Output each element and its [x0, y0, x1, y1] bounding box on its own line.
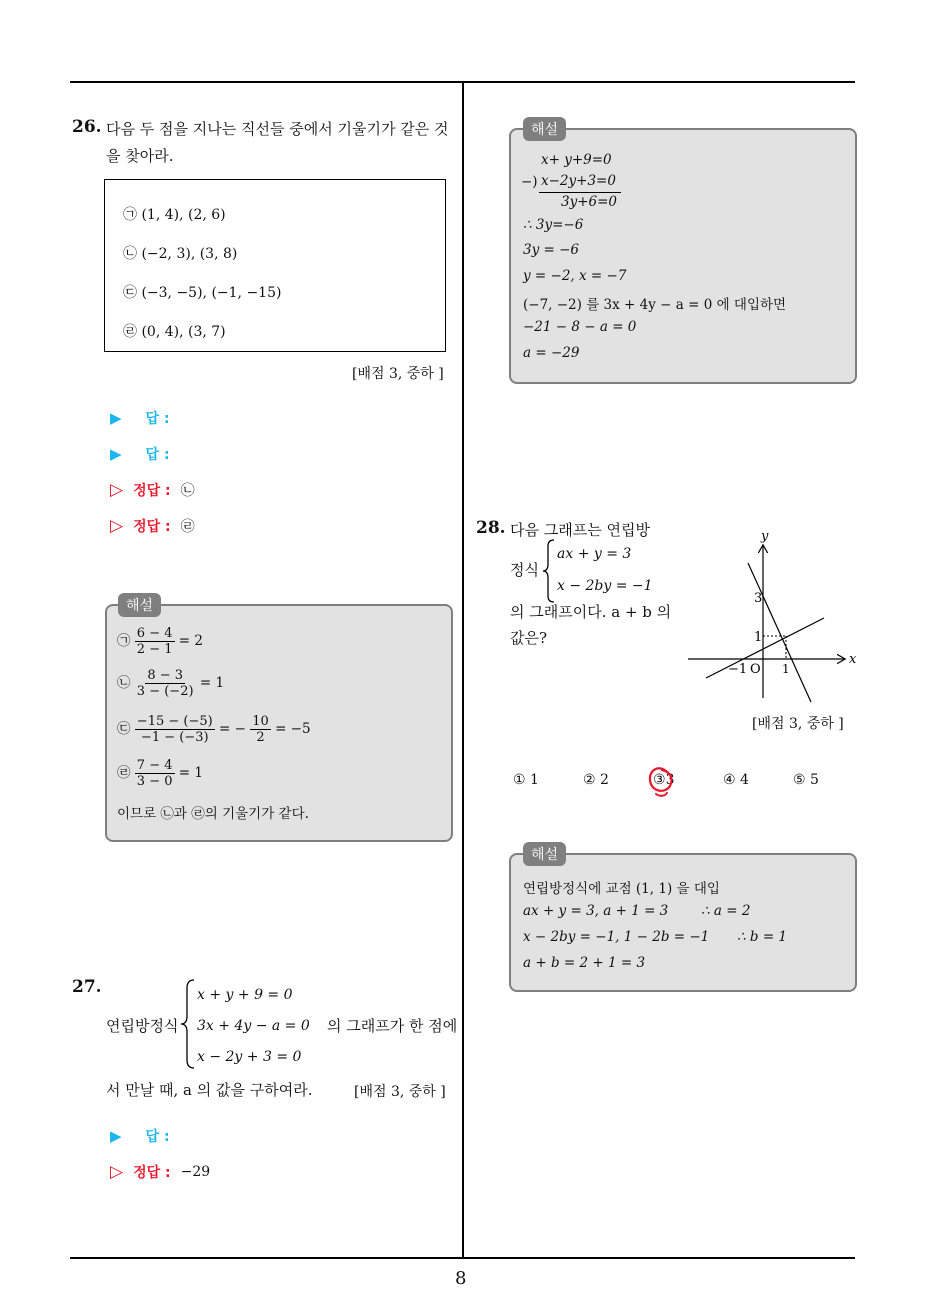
q28-option-1[interactable]: ① 1	[513, 772, 539, 788]
selected-circle-icon	[647, 764, 675, 800]
answer-label: 답 :	[145, 411, 170, 427]
q28-sol-s3: x − 2by = −1, 1 − 2b = −1	[523, 929, 710, 945]
q26-sol-line4: ㉣ $\frac{7 - 4}{3 - 0}$ = 1	[117, 758, 203, 789]
q28-sol-s4: a + b = 2 + 1 = 3	[523, 955, 646, 971]
q27-sol-s4: ∴ 3y=−6	[523, 217, 584, 233]
q28-eq1: ax + y = 3	[557, 546, 632, 562]
q26-sol-line3: ㉢ $\frac{-15 - (-5)}{-1 - (-3)}$ = − $\frac{10}{2}$ = −5	[117, 714, 311, 745]
q27-eq1: x + y + 9 = 0	[197, 987, 293, 1003]
q28-sol-s3b: ∴ b = 1	[737, 929, 788, 945]
correct-label: 정답 :	[133, 519, 171, 535]
q26-text-line2: 을 찾아라.	[106, 147, 174, 165]
x-axis-label: x	[849, 652, 857, 667]
q26-solution-box	[105, 604, 453, 842]
column-divider	[462, 81, 464, 1259]
correct-value: −29	[180, 1164, 211, 1180]
q26-choice-3: ㉢ (−3, −5), (−1, −15)	[123, 285, 282, 301]
tick-1-x: 1	[782, 662, 790, 676]
q28-option-4[interactable]: ④ 4	[723, 772, 749, 788]
q27-eq3: x − 2y + 3 = 0	[197, 1049, 302, 1065]
q28-text-b: 정식	[510, 561, 539, 579]
play-triangle-icon: ▶	[110, 409, 122, 427]
q28-brace	[542, 538, 556, 604]
q27-sol-s6: y = −2, x = −7	[523, 268, 627, 284]
q27-sol-rule	[539, 192, 621, 193]
q27-prefix: 연립방정식	[106, 1017, 179, 1035]
q27-solution-box	[509, 128, 857, 384]
q28-points: [배점 3, 중하 ]	[752, 716, 844, 732]
q27-sol-s1: x+ y+9=0	[541, 152, 612, 168]
y-axis-label: y	[761, 529, 769, 544]
q27-correct-line	[110, 1162, 210, 1182]
q27-answer-line[interactable]	[110, 1126, 170, 1146]
q28-graph	[684, 526, 864, 706]
q28-sol-s2b: ∴ a = 2	[701, 903, 751, 919]
tick-minus-1: −1	[728, 662, 748, 677]
q27-points: [배점 3, 중하 ]	[354, 1084, 446, 1100]
correct-label: 정답 :	[133, 1165, 171, 1181]
tick-1-y: 1	[754, 630, 763, 645]
q26-choice-4: ㉣ (0, 4), (3, 7)	[123, 324, 226, 340]
q27-sol-s5: 3y = −6	[523, 242, 580, 258]
q27-solution-tag: 해설	[523, 117, 566, 141]
q27-sol-s2: x−2y+3=0	[541, 173, 616, 189]
page-number: 8	[455, 1268, 467, 1289]
q28-solution-box	[509, 853, 857, 992]
play-triangle-icon: ▶	[110, 1127, 122, 1145]
bottom-rule	[70, 1257, 855, 1259]
q27-suffix: 의 그래프가 한 점에	[327, 1017, 458, 1035]
tick-3: 3	[754, 591, 763, 606]
q28-option-3[interactable]: ③3	[653, 772, 675, 788]
answer-label: 답 :	[145, 447, 170, 463]
q26-correct-line-2	[110, 516, 195, 536]
q26-sol-conclusion: 이므로 ㉡과 ㉣의 기울기가 같다.	[117, 806, 309, 822]
q27-eq2: 3x + 4y − a = 0	[197, 1018, 310, 1034]
q28-sol-s1: 연립방정식에 교점 (1, 1) 을 대입	[523, 881, 720, 897]
q28-text-d: 값은?	[510, 629, 548, 647]
q26-choice-2: ㉡ (−2, 3), (3, 8)	[123, 246, 238, 262]
answer-label: 답 :	[145, 1129, 170, 1145]
q26-sol-line2: ㉡ $\frac{8 - 3}{3 - (-2)}$ = 1	[117, 668, 225, 699]
line-x-minus-2by	[706, 618, 824, 678]
q28-sol-s2: ax + y = 3, a + 1 = 3	[523, 903, 669, 919]
play-triangle-icon: ▶	[110, 445, 122, 463]
q26-choice-1: ㉠ (1, 4), (2, 6)	[123, 207, 226, 223]
q27-text-line2: 서 만날 때, a 의 값을 구하여라.	[106, 1081, 313, 1099]
q28-solution-tag: 해설	[523, 842, 566, 866]
q27-sol-s2-prefix: −)	[521, 174, 538, 190]
q27-sol-s9: a = −29	[523, 345, 580, 361]
q28-text-c: 의 그래프이다. a + b 의	[510, 603, 672, 621]
outline-triangle-icon: ▷	[110, 480, 124, 500]
correct-value: ㉣	[180, 519, 195, 535]
q26-answer-line-2[interactable]	[110, 444, 170, 464]
q27-brace	[180, 978, 196, 1070]
correct-label: 정답 :	[133, 483, 171, 499]
origin-label: O	[750, 662, 761, 677]
q26-points: [배점 3, 중하 ]	[352, 366, 444, 382]
q28-option-2[interactable]: ② 2	[583, 772, 609, 788]
correct-value: ㉡	[180, 483, 195, 499]
q26-text-line1: 다음 두 점을 지나는 직선들 중에서 기울기가 같은 것	[106, 120, 449, 138]
q27-number: 27.	[72, 977, 102, 997]
q26-choices-box	[104, 179, 446, 352]
q28-number: 28.	[476, 518, 506, 538]
q26-solution-tag: 해설	[118, 593, 161, 617]
q26-answer-line-1[interactable]	[110, 408, 170, 428]
outline-triangle-icon: ▷	[110, 1162, 124, 1182]
q26-number: 26.	[72, 117, 102, 137]
outline-triangle-icon: ▷	[110, 516, 124, 536]
q27-sol-s3: 3y+6=0	[561, 194, 618, 210]
q26-correct-line-1	[110, 480, 195, 500]
q26-sol-line1: ㉠ $\frac{6 - 4}{2 - 1}$ = 2	[117, 626, 203, 657]
q27-sol-s7: (−7, −2) 를 3x + 4y − a = 0 에 대입하면	[523, 297, 787, 313]
q28-option-5[interactable]: ⑤ 5	[793, 772, 819, 788]
q28-text-a: 다음 그래프는 연립방	[510, 521, 650, 539]
q27-sol-s8: −21 − 8 − a = 0	[523, 319, 637, 335]
q28-eq2: x − 2by = −1	[557, 578, 653, 594]
